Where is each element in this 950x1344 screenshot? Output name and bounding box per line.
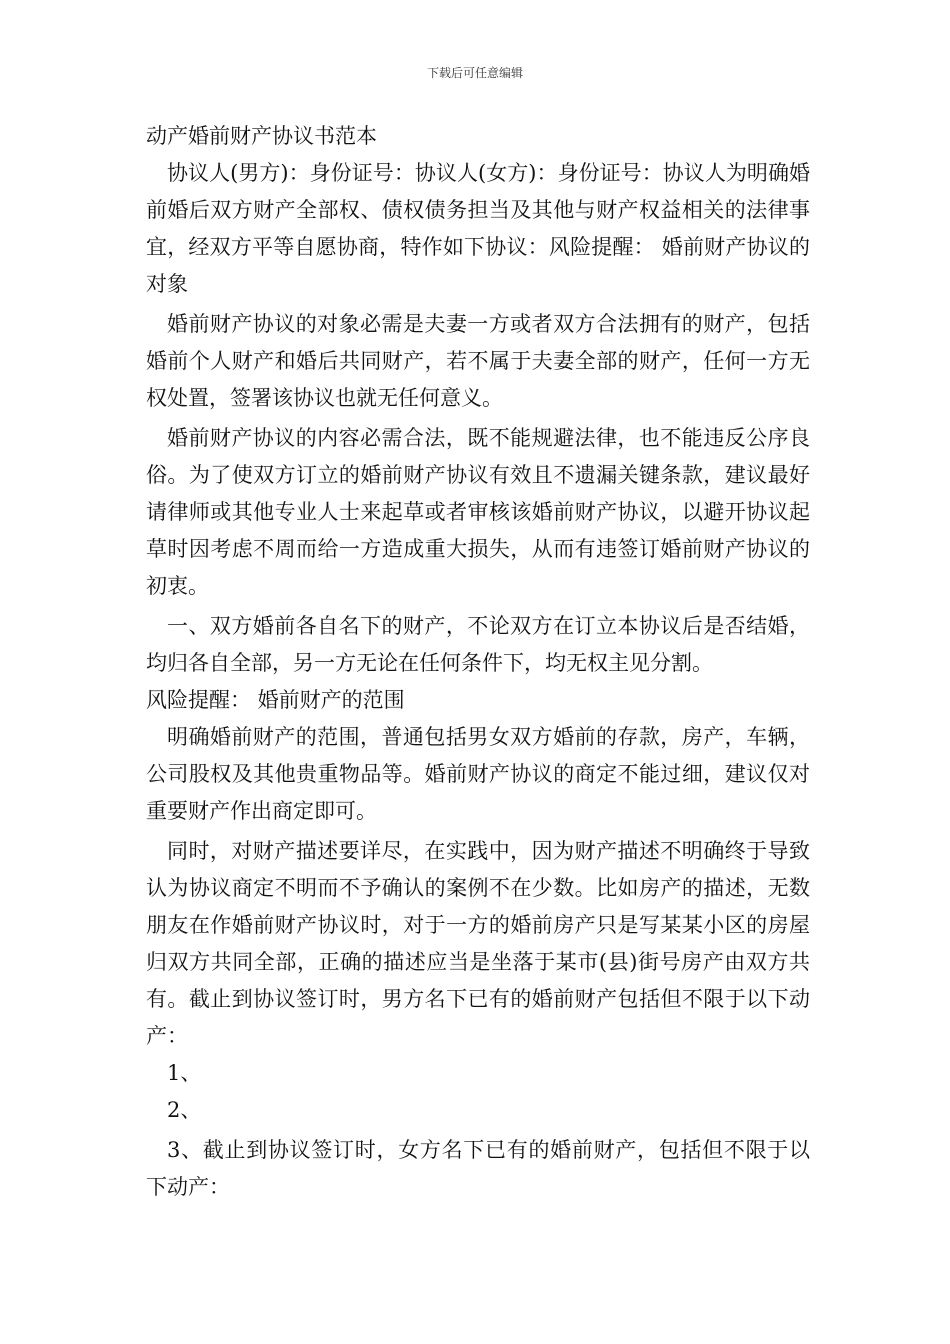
paragraph-clause-one: 一、双方婚前各自名下的财产，不论双方在订立本协议后是否结婚，均归各自全部，另一方无论在任何条件下，均无权主见分割。 xyxy=(146,614,810,675)
document-title: 动产婚前财产协议书范本 xyxy=(146,124,377,148)
risk-reminder-heading: 风险提醒： 婚前财产的范围 xyxy=(146,688,405,712)
paragraph-agreement-content: 婚前财产协议的内容必需合法，既不能规避法律，也不能违反公序良俗。为了使双方订立的婚前财产协议有效且不遗漏关键条款，建议最好请律师或其他专业人士来起草或者审核该婚前财产协议，以避开协议起草时因考虑不周而给一方造成重大损失，从而有违签订婚前财产协议的初衷。 xyxy=(146,426,810,598)
list-item: 1、 xyxy=(167,1061,202,1085)
paragraph-parties: 协议人(男方)：身份证号：协议人(女方)：身份证号：协议人为明确婚前婚后双方财产全部权、债权债务担当及其他与财产权益相关的法律事宜，经双方平等自愿协商，特作如下协议：风险提醒： 婚前财产协议的对象 xyxy=(146,161,810,296)
page-header-note: 下载后可任意编辑 xyxy=(426,66,523,80)
paragraph-property-description: 同时，对财产描述要详尽，在实践中，因为财产描述不明确终于导致认为协议商定不明而不予确认的案例不在少数。比如房产的描述，无数朋友在作婚前财产协议时，对于一方的婚前房产只是写某某小区的房屋归双方共同全部，正确的描述应当是坐落于某市(县)街号房产由双方共有。截止到协议签订时，男方名下已有的婚前财产包括但不限于以下动产： xyxy=(146,839,810,1048)
list-item: 3、截止到协议签订时，女方名下已有的婚前财产，包括但不限于以下动产： xyxy=(146,1138,810,1199)
paragraph-agreement-object: 婚前财产协议的对象必需是夫妻一方或者双方合法拥有的财产，包括婚前个人财产和婚后共同财产，若不属于夫妻全部的财产，任何一方无权处置，签署该协议也就无任何意义。 xyxy=(146,312,810,410)
document-body xyxy=(146,118,810,1206)
list-item: 2、 xyxy=(167,1098,202,1122)
paragraph-property-scope: 明确婚前财产的范围，普通包括男女双方婚前的存款，房产，车辆，公司股权及其他贵重物品等。婚前财产协议的商定不能过细，建议仅对重要财产作出商定即可。 xyxy=(146,725,810,823)
